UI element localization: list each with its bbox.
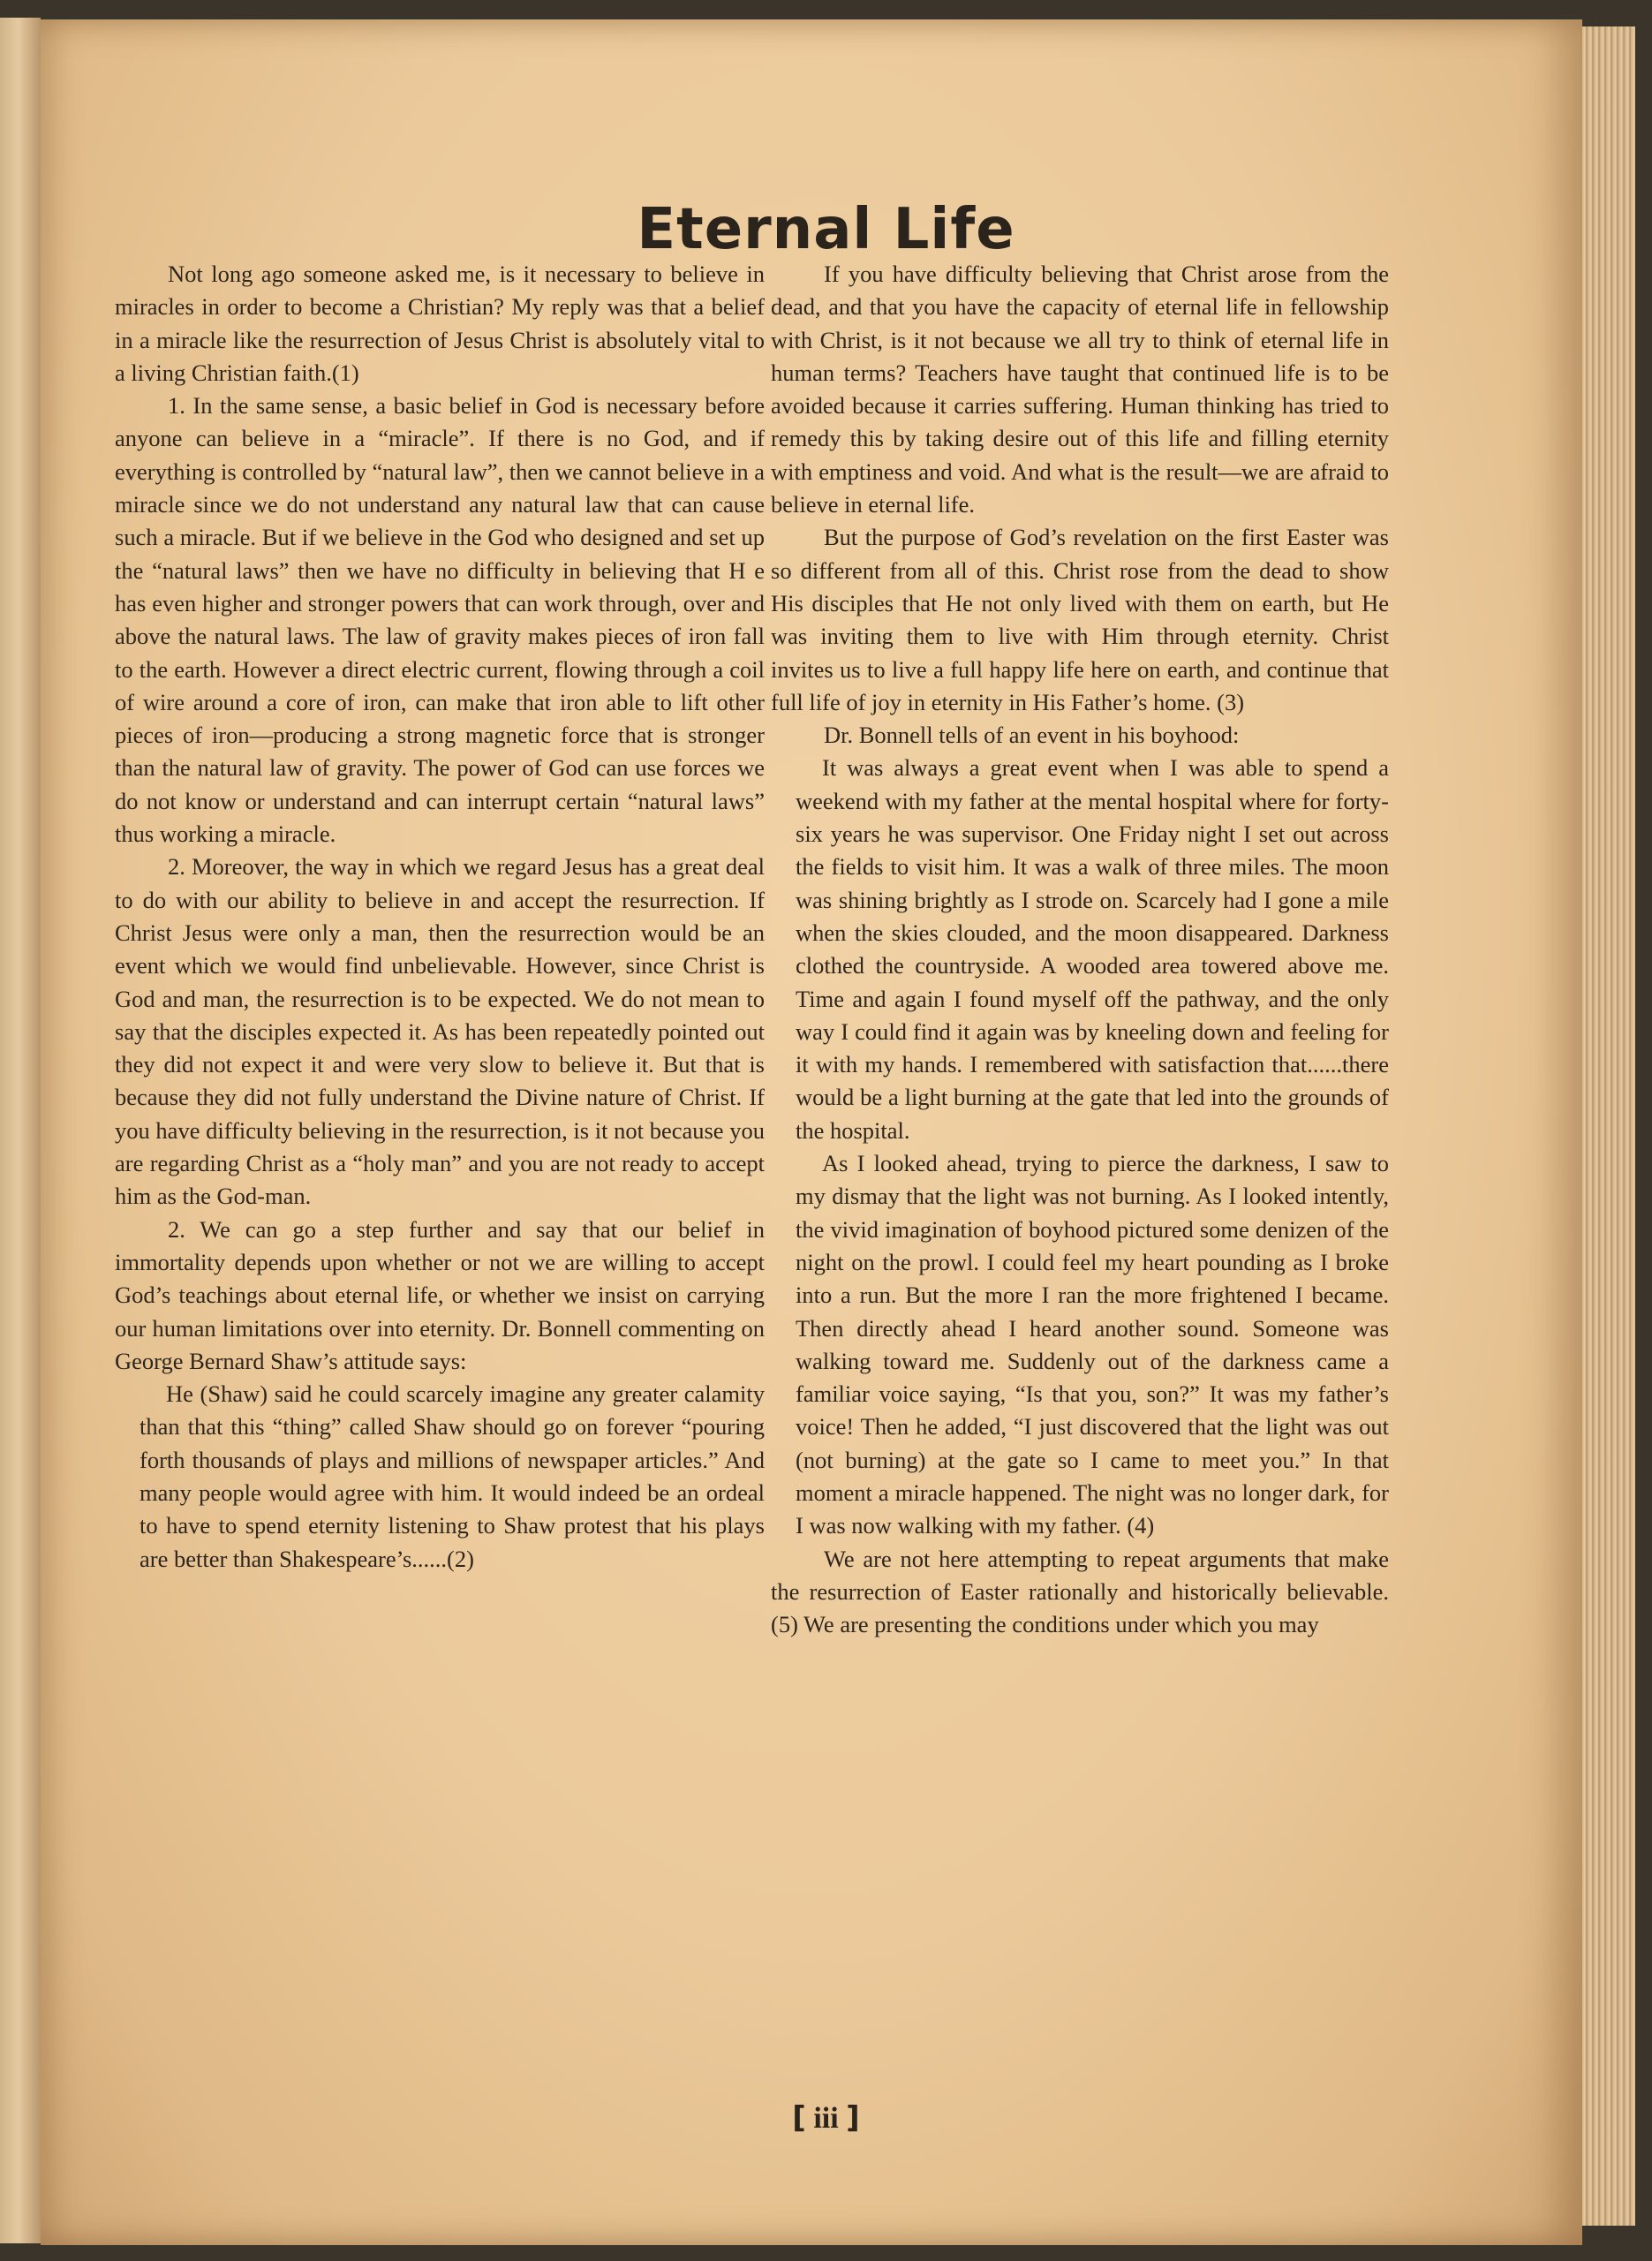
block-quote: As I looked ahead, trying to pierce the darkness, I saw to my dismay that the light was not burning. As I looked intently, the vivid imagination of boyhood pictured some denizen of the night on the prowl. I could feel my heart pounding as I broke into a run. But the more I ran the more frightened I became. Then directly ahead I heard another sound. Someone was walking toward me. Suddenly out of the darkness came a familiar voice saying, “Is that you, son?” It was my father’s voice! Then he added, “I just discovered that the light was out (not burning) at the gate so I came to meet you.” In that moment a miracle happened. The night was no longer dark, for I was now walking with my father. (4) (796, 1150, 1389, 1539)
paragraph: Not long ago someone asked me, is it necessary to believe in miracles in order to become a Christian? My reply was that a belief in a miracle like the resurrection of Jesus Christ is absolutely vital to a living Christian faith.(1) (115, 261, 765, 386)
paragraph: Dr. Bonnell tells of an event in his boyhood: (824, 722, 1240, 749)
bracket-close: ] (846, 2100, 860, 2136)
right-column (771, 258, 1389, 1641)
block-quote: It was always a great event when I was able to spend a weekend with my father at the mental hospital where for forty-six years he was supervisor. One Friday night I set out across the fields to visit him. It was a walk of three miles. The moon was shining brightly as I strode on. Scarcely had I gone a mile when the skies clouded, and the moon disappeared. Darkness clothed the countryside. A wooded area towered above me. Time and again I found myself off the pathway, and the only way I could find it again was by kneeling down and feeling for it with my hands. I remembered with satisfaction that......there would be a light burning at the gate that led into the grounds of the hospital. (796, 754, 1389, 1144)
paragraph: If you have difficulty believing that Christ arose from the dead, and that you have the capacity of eternal life in fellowship with Christ, is it not because we all try to think of eternal life in human terms? Teachers have taught that continued life is to be avoided because it carries suffering. Human thinking has tried to remedy this by taking desire out of this life and filling eternity with emptiness and void. And what is the result—we are afraid to believe in eternal life. (771, 261, 1389, 518)
paragraph: But the purpose of God’s revelation on the first Easter was so different from all of this. Christ rose from the dead to show His disciples that He not only lived with them on earth, but He was inviting them to live with Him through eternity. Christ invites us to live a full happy life here on earth, and continue that full life of joy in eternity in His Father’s home. (3) (771, 524, 1389, 715)
page-edges (1582, 26, 1635, 2226)
block-quote: He (Shaw) said he could scarcely imagine any greater calamity than that this “thing” called Shaw should go on forever “pouring forth thousands of plays and millions of newspaper articles.” And many people would agree with him. It would indeed be an ordeal to have to spend eternity listening to Shaw protest that his plays are better than Shakespeare’s......(2) (140, 1380, 765, 1572)
page-footer (0, 2100, 1652, 2136)
left-column (115, 258, 765, 1576)
paragraph: 2. Moreover, the way in which we regard Jesus has a great deal to do with our ability to believe in and accept the resurrection. If Christ Jesus were only a man, then the resurrection would be an event which we would find unbelievable. However, since Christ is God and man, the resurrection is to be expected. We do not mean to say that the disciples expected it. As has been repeatedly pointed out they did not expect it and were very slow to believe it. But that is because they did not fully understand the Divine nature of Christ. If you have difficulty believing in the resurrection, is it not because you are regarding Christ as a “holy man” and you are not ready to accept him as the God-man. (115, 853, 765, 1210)
paragraph: We are not here attempting to repeat arguments that make the resurrection of Easter rationally and historically believable. (5) We are presenting the conditions under which you may (771, 1545, 1389, 1638)
paragraph: 2. We can go a step further and say that our belief in immortality depends upon whether or not we are willing to accept God’s teachings about eternal life, or whether we insist on carrying our human limitations over into eternity. Dr. Bonnell commenting on George Bernard Shaw’s attitude says: (115, 1215, 765, 1374)
page-number: iii (813, 2102, 839, 2135)
bracket-open: [ (792, 2100, 806, 2136)
paragraph: 1. In the same sense, a basic belief in God is necessary before anyone can believe in a “miracle”. If there is no God, and if everything is controlled by “natural law”, then we cannot believe in a miracle since we do not understand any natural law that can cause such a miracle. But if we believe in the God who designed and set up the “natural laws” then we have no difficulty in believing that H e has even higher and stronger powers that can work through, over and above the natural laws. The law of gravity makes pieces of iron fall to the earth. However a direct electric current, flowing through a coil of wire around a core of iron, can make that iron able to lift other pieces of iron—producing a strong magnetic force that is stronger than the natural law of gravity. The power of God can use forces we do not know or understand and can interrupt certain “natural laws” thus working a miracle. (115, 392, 765, 848)
book-binding (0, 18, 41, 2243)
page-title: Eternal Life (637, 196, 1015, 262)
